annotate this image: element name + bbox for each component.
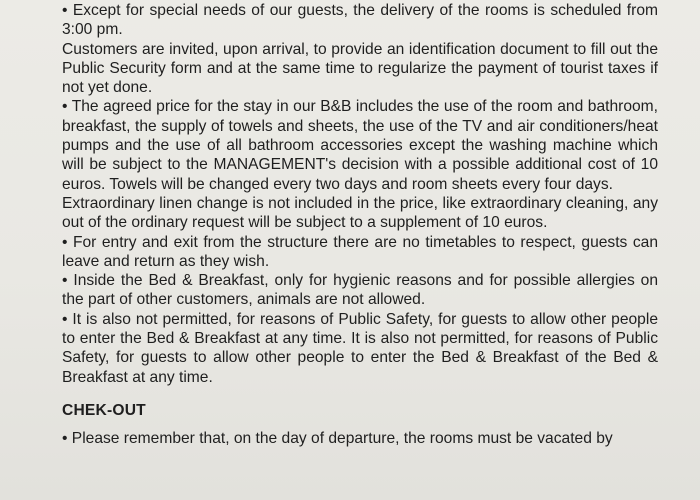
paragraph-animals: • Inside the Bed & Breakfast, only for hygienic reasons and for possible allergies on the part of other customers, animals are not allowed. [62, 272, 658, 309]
paragraph-extraordinary-linen: Extraordinary linen change is not included in the price, like extraordinary cleaning, any out of the ordinary request will be subject to a supplement of 10 euros. [62, 194, 658, 232]
paragraph-checkout: • Please remember that, on the day of departure, the rooms must be vacated by [62, 430, 613, 448]
paragraph-entry-exit: • For entry and exit from the structure there are no timetables to respect, guests can leave and return as they wish. [62, 233, 658, 270]
paragraph-identification: Customers are invited, upon arrival, to provide an identification document to fill out the Public Security form and at the same time to regularize the payment of tourist taxes if not yet done. [62, 40, 658, 97]
paragraph-agreed-price: • The agreed price for the stay in our B&B includes the use of the room and bathroom, breakfast, the supply of towels and sheets, the use of the TV and air conditioners/heat pumps and the use of all bathroom accessories except the washing machine which will be subject to the MANAGEMENT's decision with a possible additional cost of 10 euros. Towels will be changed every two days and room sheets every four days. [62, 98, 658, 193]
rules-text [62, 1, 658, 468]
paragraph-room-delivery: • Except for special needs of our guests, the delivery of the rooms is scheduled from 3:00 pm. [62, 2, 658, 39]
checkout-heading: CHEK-OUT [62, 401, 146, 419]
paragraph-public-safety: • It is also not permitted, for reasons of Public Safety, for guests to allow other people to enter the Bed & Breakfast at any time. It is also not permitted, for reasons of Public Safety, for guests to allow other people to enter the Bed & Breakfast of the Bed & Breakfast at any time. [62, 310, 658, 386]
